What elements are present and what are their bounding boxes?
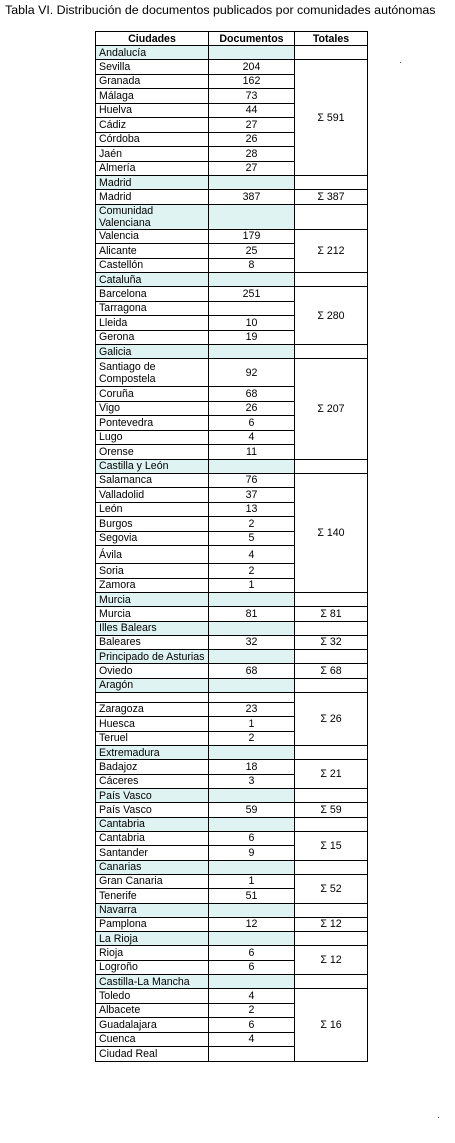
city-cell: Santiago de Compostela (96, 359, 209, 387)
region-total-cell (295, 746, 368, 760)
table-row (96, 190, 368, 205)
documents-cell: 2 (209, 564, 295, 579)
speck-mark (438, 1117, 439, 1118)
city-cell: Barcelona (96, 287, 209, 302)
city-cell: Teruel (96, 731, 209, 746)
city-cell (96, 692, 209, 702)
region-name: Navarra (96, 903, 209, 917)
region-total-cell (295, 678, 368, 692)
documents-cell: 81 (209, 607, 295, 622)
region-total: Σ 207 (295, 359, 368, 460)
region-docs-cell (209, 678, 295, 692)
region-docs-cell (209, 746, 295, 760)
region-docs-cell (209, 345, 295, 359)
city-cell: Ávila (96, 546, 209, 564)
region-docs-cell (209, 593, 295, 607)
region-row (96, 975, 368, 989)
region-total-cell (295, 860, 368, 874)
table-row (96, 60, 368, 75)
documents-cell: 26 (209, 401, 295, 416)
city-cell: Santander (96, 846, 209, 861)
city-cell: Almería (96, 161, 209, 176)
speck-mark (400, 62, 401, 63)
city-cell: Murcia (96, 607, 209, 622)
city-cell: Zamora (96, 578, 209, 593)
documents-cell (209, 1047, 295, 1062)
documents-cell: 162 (209, 74, 295, 89)
documents-cell: 6 (209, 1018, 295, 1033)
documents-cell: 76 (209, 473, 295, 488)
region-row (96, 746, 368, 760)
region-total: Σ 32 (295, 635, 368, 650)
city-cell: Gerona (96, 330, 209, 345)
region-name: Cantabria (96, 817, 209, 831)
city-cell: Guadalajara (96, 1018, 209, 1033)
city-cell: Valencia (96, 229, 209, 244)
city-cell: Sevilla (96, 60, 209, 75)
documents-cell: 19 (209, 330, 295, 345)
city-cell: Córdoba (96, 132, 209, 147)
region-total: Σ 212 (295, 229, 368, 273)
table-row (96, 359, 368, 387)
documents-cell: 3 (209, 774, 295, 789)
documents-cell: 28 (209, 147, 295, 162)
city-cell: Castellón (96, 258, 209, 273)
documents-cell: 26 (209, 132, 295, 147)
region-name: País Vasco (96, 789, 209, 803)
region-total: Σ 591 (295, 60, 368, 176)
table-row (96, 874, 368, 889)
region-total: Σ 12 (295, 946, 368, 975)
region-name: Andalucía (96, 46, 209, 60)
documents-cell: 18 (209, 760, 295, 775)
region-row (96, 204, 368, 229)
region-docs-cell (209, 204, 295, 229)
region-total-cell (295, 975, 368, 989)
documents-cell: 251 (209, 287, 295, 302)
documents-cell (209, 301, 295, 316)
region-total-cell (295, 593, 368, 607)
region-total: Σ 16 (295, 989, 368, 1062)
region-row (96, 345, 368, 359)
region-name: Aragón (96, 678, 209, 692)
documents-cell: 4 (209, 546, 295, 564)
table-row (96, 831, 368, 846)
city-cell: Huelva (96, 103, 209, 118)
documents-cell: 73 (209, 89, 295, 104)
region-total-cell (295, 817, 368, 831)
city-cell: Soria (96, 564, 209, 579)
documents-cell: 51 (209, 889, 295, 904)
documents-cell: 1 (209, 874, 295, 889)
documents-cell: 2 (209, 1003, 295, 1018)
column-header-totales: Totales (295, 32, 368, 46)
region-docs-cell (209, 817, 295, 831)
table-row (96, 989, 368, 1004)
region-total: Σ 68 (295, 664, 368, 679)
region-docs-cell (209, 176, 295, 190)
region-total: Σ 280 (295, 287, 368, 345)
city-cell: Alicante (96, 244, 209, 259)
region-name: Comunidad Valenciana (96, 204, 209, 229)
city-cell: Coruña (96, 387, 209, 402)
city-cell: Jaén (96, 147, 209, 162)
documents-cell: 32 (209, 635, 295, 650)
documents-cell: 92 (209, 359, 295, 387)
city-cell: Huesca (96, 717, 209, 732)
city-cell: León (96, 502, 209, 517)
region-docs-cell (209, 860, 295, 874)
region-total: Σ 59 (295, 803, 368, 818)
region-name: La Rioja (96, 932, 209, 946)
region-name: Murcia (96, 593, 209, 607)
table-row (96, 803, 368, 818)
city-cell: Logroño (96, 960, 209, 975)
documents-cell: 68 (209, 664, 295, 679)
city-cell: Madrid (96, 190, 209, 205)
city-cell: Cantabria (96, 831, 209, 846)
region-row (96, 678, 368, 692)
region-docs-cell (209, 46, 295, 60)
table-row (96, 229, 368, 244)
documents-cell: 25 (209, 244, 295, 259)
region-row (96, 273, 368, 287)
region-total: Σ 81 (295, 607, 368, 622)
region-total: Σ 26 (295, 692, 368, 746)
documents-cell: 37 (209, 488, 295, 503)
city-cell: Lugo (96, 430, 209, 445)
region-name: Extremadura (96, 746, 209, 760)
city-cell: Albacete (96, 1003, 209, 1018)
documents-cell: 6 (209, 831, 295, 846)
city-cell: Pamplona (96, 917, 209, 932)
documents-cell: 8 (209, 258, 295, 273)
region-name: Madrid (96, 176, 209, 190)
documents-cell: 27 (209, 161, 295, 176)
documents-cell: 11 (209, 445, 295, 460)
table-header-row (96, 32, 368, 46)
region-row (96, 459, 368, 473)
city-cell: Gran Canaria (96, 874, 209, 889)
region-total-cell (295, 204, 368, 229)
region-total-cell (295, 621, 368, 635)
city-cell: Cádiz (96, 118, 209, 133)
city-cell: Lleida (96, 316, 209, 331)
region-name: Principado de Asturias (96, 650, 209, 664)
city-cell: Vigo (96, 401, 209, 416)
city-cell: Málaga (96, 89, 209, 104)
region-docs-cell (209, 650, 295, 664)
table-row (96, 664, 368, 679)
table-row (96, 946, 368, 961)
city-cell: Toledo (96, 989, 209, 1004)
documents-cell: 387 (209, 190, 295, 205)
city-cell: Baleares (96, 635, 209, 650)
region-total: Σ 12 (295, 917, 368, 932)
column-header-documentos: Documentos (209, 32, 295, 46)
documents-cell: 13 (209, 502, 295, 517)
table-row (96, 607, 368, 622)
region-name: Canarias (96, 860, 209, 874)
region-docs-cell (209, 789, 295, 803)
region-name: Castilla-La Mancha (96, 975, 209, 989)
region-total: Σ 140 (295, 473, 368, 593)
table-row (96, 760, 368, 775)
documents-cell: 12 (209, 917, 295, 932)
city-cell: Granada (96, 74, 209, 89)
region-row (96, 860, 368, 874)
table-body (96, 46, 368, 1062)
documents-cell: 6 (209, 960, 295, 975)
city-cell: Burgos (96, 517, 209, 532)
region-total-cell (295, 46, 368, 60)
documents-cell: 9 (209, 846, 295, 861)
documents-cell: 179 (209, 229, 295, 244)
region-row (96, 789, 368, 803)
city-cell: Segovia (96, 531, 209, 546)
documents-cell: 2 (209, 517, 295, 532)
documents-cell: 6 (209, 416, 295, 431)
documents-cell: 2 (209, 731, 295, 746)
region-total: Σ 52 (295, 874, 368, 903)
region-row (96, 817, 368, 831)
page-title: Tabla VI. Distribución de documentos publicados por comunidades autónomas (5, 3, 436, 17)
city-cell: Pontevedra (96, 416, 209, 431)
region-row (96, 650, 368, 664)
region-name: Galicia (96, 345, 209, 359)
documents-cell: 5 (209, 531, 295, 546)
city-cell: Tarragona (96, 301, 209, 316)
city-cell: Badajoz (96, 760, 209, 775)
city-cell: Oviedo (96, 664, 209, 679)
region-row (96, 593, 368, 607)
region-docs-cell (209, 273, 295, 287)
region-total-cell (295, 459, 368, 473)
city-cell: Ciudad Real (96, 1047, 209, 1062)
documents-cell: 10 (209, 316, 295, 331)
table-row (96, 635, 368, 650)
city-cell: País Vasco (96, 803, 209, 818)
table-row (96, 692, 368, 702)
region-total: Σ 15 (295, 831, 368, 860)
documents-cell: 27 (209, 118, 295, 133)
region-row (96, 176, 368, 190)
documents-cell: 6 (209, 946, 295, 961)
documents-cell: 23 (209, 702, 295, 717)
region-row (96, 903, 368, 917)
region-total-cell (295, 650, 368, 664)
region-docs-cell (209, 621, 295, 635)
region-docs-cell (209, 903, 295, 917)
region-total-cell (295, 345, 368, 359)
city-cell: Tenerife (96, 889, 209, 904)
table-row (96, 917, 368, 932)
city-cell: Zaragoza (96, 702, 209, 717)
region-row (96, 932, 368, 946)
region-docs-cell (209, 932, 295, 946)
region-total-cell (295, 903, 368, 917)
documents-cell: 4 (209, 430, 295, 445)
documents-cell: 1 (209, 717, 295, 732)
table-row (96, 473, 368, 488)
region-row (96, 46, 368, 60)
region-docs-cell (209, 459, 295, 473)
region-total: Σ 387 (295, 190, 368, 205)
documents-cell: 4 (209, 989, 295, 1004)
city-cell: Valladolid (96, 488, 209, 503)
city-cell: Salamanca (96, 473, 209, 488)
table-row (96, 287, 368, 302)
documents-cell: 59 (209, 803, 295, 818)
documents-cell: 68 (209, 387, 295, 402)
region-total-cell (295, 789, 368, 803)
documents-cell: 204 (209, 60, 295, 75)
documents-cell: 1 (209, 578, 295, 593)
city-cell: Rioja (96, 946, 209, 961)
city-cell: Orense (96, 445, 209, 460)
region-name: Illes Balears (96, 621, 209, 635)
documents-cell: 4 (209, 1032, 295, 1047)
region-total: Σ 21 (295, 760, 368, 789)
region-total-cell (295, 932, 368, 946)
column-header-ciudades: Ciudades (96, 32, 209, 46)
region-total-cell (295, 273, 368, 287)
distribution-table (95, 31, 368, 1062)
region-total-cell (295, 176, 368, 190)
region-name: Cataluña (96, 273, 209, 287)
city-cell: Cuenca (96, 1032, 209, 1047)
documents-cell: 44 (209, 103, 295, 118)
region-name: Castilla y León (96, 459, 209, 473)
documents-cell (209, 692, 295, 702)
region-docs-cell (209, 975, 295, 989)
region-row (96, 621, 368, 635)
city-cell: Cáceres (96, 774, 209, 789)
